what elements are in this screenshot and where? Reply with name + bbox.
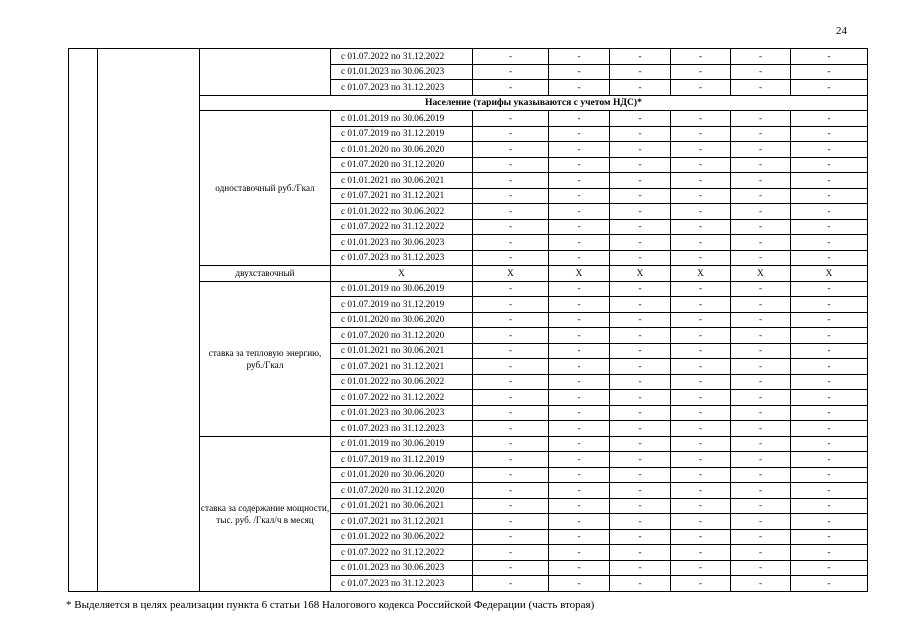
value-cell: - — [791, 359, 868, 375]
value-cell: - — [791, 64, 868, 80]
period-cell: с 01.01.2022 по 30.06.2022 — [331, 529, 473, 545]
value-cell: - — [731, 343, 791, 359]
value-cell: - — [671, 297, 731, 313]
page-number: 24 — [836, 25, 847, 37]
value-cell: - — [671, 235, 731, 251]
period-cell: с 01.01.2023 по 30.06.2023 — [331, 64, 473, 80]
value-cell: - — [610, 312, 671, 328]
value-cell: - — [549, 467, 610, 483]
value-cell: - — [610, 188, 671, 204]
period-cell: с 01.07.2020 по 31.12.2020 — [331, 328, 473, 344]
value-cell: - — [731, 173, 791, 189]
value-cell: - — [671, 126, 731, 142]
value-cell: - — [549, 576, 610, 592]
value-cell: - — [791, 250, 868, 266]
period-cell: с 01.01.2020 по 30.06.2020 — [331, 142, 473, 158]
value-cell: - — [671, 359, 731, 375]
value-cell: - — [671, 219, 731, 235]
value-cell: - — [473, 545, 549, 561]
value-cell: - — [731, 157, 791, 173]
value-cell: - — [791, 405, 868, 421]
value-cell: - — [473, 328, 549, 344]
value-cell: - — [671, 576, 731, 592]
category-column-cell — [98, 49, 200, 592]
value-cell: - — [549, 49, 610, 65]
period-cell: с 01.07.2021 по 31.12.2021 — [331, 188, 473, 204]
period-cell: с 01.01.2022 по 30.06.2022 — [331, 204, 473, 220]
value-cell: - — [791, 576, 868, 592]
value-cell: - — [473, 498, 549, 514]
value-cell: - — [549, 157, 610, 173]
value-cell: - — [671, 64, 731, 80]
value-cell: - — [731, 529, 791, 545]
value-cell: - — [610, 560, 671, 576]
value-cell: - — [473, 576, 549, 592]
value-cell: - — [549, 545, 610, 561]
value-cell: - — [791, 312, 868, 328]
value-cell: - — [671, 514, 731, 530]
value-cell: - — [731, 64, 791, 80]
period-cell: с 01.07.2023 по 31.12.2023 — [331, 80, 473, 96]
value-cell: - — [731, 281, 791, 297]
value-cell: - — [610, 390, 671, 406]
value-cell: - — [791, 80, 868, 96]
value-cell: - — [671, 436, 731, 452]
value-cell: - — [473, 390, 549, 406]
value-cell: - — [731, 436, 791, 452]
period-cell: с 01.01.2023 по 30.06.2023 — [331, 560, 473, 576]
period-cell: с 01.01.2023 по 30.06.2023 — [331, 235, 473, 251]
value-cell: - — [473, 173, 549, 189]
value-cell: - — [791, 126, 868, 142]
value-cell: - — [610, 359, 671, 375]
value-cell: - — [731, 560, 791, 576]
value-cell: - — [610, 374, 671, 390]
value-cell: - — [549, 204, 610, 220]
value-cell: - — [549, 328, 610, 344]
value-cell: - — [549, 64, 610, 80]
value-cell: - — [473, 452, 549, 468]
value-cell: - — [731, 359, 791, 375]
period-cell: с 01.07.2022 по 31.12.2022 — [331, 545, 473, 561]
value-cell: - — [731, 219, 791, 235]
period-cell: с 01.07.2019 по 31.12.2019 — [331, 452, 473, 468]
value-cell: - — [610, 142, 671, 158]
period-cell: с 01.07.2021 по 31.12.2021 — [331, 359, 473, 375]
value-cell: - — [671, 343, 731, 359]
value-cell: - — [791, 560, 868, 576]
value-cell: - — [610, 514, 671, 530]
value-cell: - — [791, 219, 868, 235]
period-cell: с 01.01.2019 по 30.06.2019 — [331, 281, 473, 297]
period-cell: с 01.01.2021 по 30.06.2021 — [331, 343, 473, 359]
period-cell: с 01.01.2019 по 30.06.2019 — [331, 436, 473, 452]
tariff-table-body — [69, 49, 868, 592]
value-cell: - — [791, 297, 868, 313]
value-cell: - — [671, 529, 731, 545]
value-cell: - — [473, 483, 549, 499]
value-cell: - — [473, 529, 549, 545]
value-cell: - — [791, 452, 868, 468]
value-cell: - — [549, 343, 610, 359]
value-cell: - — [473, 467, 549, 483]
value-cell: - — [549, 188, 610, 204]
value-cell: - — [473, 235, 549, 251]
period-cell: с 01.07.2022 по 31.12.2022 — [331, 49, 473, 65]
value-cell: - — [731, 405, 791, 421]
value-cell: - — [731, 328, 791, 344]
value-cell: - — [671, 405, 731, 421]
footnote: * Выделяется в целях реализации пункта 6 статьи 168 Налогового кодекса Российской Федерации (часть вторая) — [66, 599, 595, 611]
value-cell: X — [731, 266, 791, 282]
period-cell: с 01.07.2022 по 31.12.2022 — [331, 219, 473, 235]
period-cell: с 01.07.2019 по 31.12.2019 — [331, 297, 473, 313]
value-cell: - — [791, 436, 868, 452]
value-cell: - — [549, 498, 610, 514]
rate-type-label: ставка за содержание мощности, тыс. руб. /Гкал/ч в месяц — [200, 436, 331, 591]
period-cell: с 01.07.2023 по 31.12.2023 — [331, 576, 473, 592]
value-cell: - — [671, 157, 731, 173]
value-cell: - — [731, 514, 791, 530]
value-cell: X — [671, 266, 731, 282]
value-cell: - — [791, 343, 868, 359]
value-cell: - — [731, 297, 791, 313]
value-cell: - — [473, 142, 549, 158]
period-cell: с 01.07.2023 по 31.12.2023 — [331, 250, 473, 266]
value-cell: - — [473, 111, 549, 127]
value-cell: - — [731, 421, 791, 437]
value-cell: - — [473, 359, 549, 375]
value-cell: - — [731, 80, 791, 96]
value-cell: - — [671, 111, 731, 127]
value-cell: - — [549, 142, 610, 158]
period-cell: с 01.07.2022 по 31.12.2022 — [331, 390, 473, 406]
period-cell: с 01.01.2022 по 30.06.2022 — [331, 374, 473, 390]
value-cell: - — [549, 173, 610, 189]
value-cell: - — [473, 343, 549, 359]
period-cell: с 01.07.2020 по 31.12.2020 — [331, 157, 473, 173]
period-cell: с 01.01.2019 по 30.06.2019 — [331, 111, 473, 127]
period-cell: с 01.07.2021 по 31.12.2021 — [331, 514, 473, 530]
value-cell: - — [610, 219, 671, 235]
value-cell: - — [671, 142, 731, 158]
value-cell: - — [731, 545, 791, 561]
value-cell: X — [791, 266, 868, 282]
value-cell: X — [473, 266, 549, 282]
value-cell: - — [473, 157, 549, 173]
value-cell: - — [671, 498, 731, 514]
index-column-cell — [69, 49, 98, 592]
value-cell: - — [731, 576, 791, 592]
period-cell: с 01.01.2020 по 30.06.2020 — [331, 467, 473, 483]
value-cell: - — [610, 157, 671, 173]
value-cell: - — [610, 436, 671, 452]
value-cell: - — [731, 49, 791, 65]
value-cell: - — [610, 421, 671, 437]
value-cell: - — [791, 235, 868, 251]
value-cell: - — [473, 80, 549, 96]
value-cell: - — [610, 281, 671, 297]
value-cell: - — [473, 297, 549, 313]
value-cell: - — [791, 188, 868, 204]
period-cell: с 01.01.2021 по 30.06.2021 — [331, 173, 473, 189]
value-cell: - — [610, 498, 671, 514]
value-cell: - — [791, 142, 868, 158]
value-cell: - — [549, 80, 610, 96]
value-cell: - — [791, 529, 868, 545]
value-cell: - — [791, 157, 868, 173]
value-cell: - — [791, 483, 868, 499]
value-cell: - — [731, 111, 791, 127]
value-cell: - — [610, 111, 671, 127]
value-cell: - — [610, 297, 671, 313]
value-cell: - — [731, 204, 791, 220]
period-cell: с 01.01.2020 по 30.06.2020 — [331, 312, 473, 328]
value-cell: - — [549, 111, 610, 127]
value-cell: - — [549, 374, 610, 390]
value-cell: - — [473, 560, 549, 576]
value-cell: - — [473, 514, 549, 530]
value-cell: - — [610, 576, 671, 592]
rate-type-label: одноставочный руб./Гкал — [200, 111, 331, 266]
value-cell: - — [473, 64, 549, 80]
value-cell: - — [610, 545, 671, 561]
value-cell: - — [671, 545, 731, 561]
rate-type-cell — [200, 49, 331, 96]
value-cell: - — [610, 452, 671, 468]
value-cell: X — [549, 266, 610, 282]
value-cell: - — [791, 545, 868, 561]
value-cell: - — [473, 126, 549, 142]
value-cell: - — [671, 328, 731, 344]
value-cell: - — [610, 328, 671, 344]
value-cell: - — [473, 281, 549, 297]
value-cell: - — [671, 188, 731, 204]
value-cell: - — [731, 390, 791, 406]
value-cell: - — [671, 49, 731, 65]
value-cell: - — [731, 235, 791, 251]
value-cell: - — [549, 281, 610, 297]
value-cell: - — [549, 297, 610, 313]
value-cell: - — [731, 188, 791, 204]
value-cell: - — [671, 281, 731, 297]
period-cell: с 01.07.2020 по 31.12.2020 — [331, 483, 473, 499]
value-cell: - — [791, 173, 868, 189]
value-cell: - — [791, 204, 868, 220]
value-cell: - — [549, 250, 610, 266]
value-cell: - — [610, 64, 671, 80]
value-cell: - — [610, 126, 671, 142]
rate-type-label: ставка за тепловую энергию, руб./Гкал — [200, 281, 331, 436]
value-cell: - — [473, 374, 549, 390]
value-cell: - — [671, 390, 731, 406]
value-cell: - — [610, 49, 671, 65]
value-cell: - — [731, 452, 791, 468]
value-cell: - — [549, 235, 610, 251]
value-cell: - — [473, 405, 549, 421]
value-cell: - — [731, 467, 791, 483]
rate-type-label: двухставочный — [200, 266, 331, 282]
period-cell: с 01.01.2023 по 30.06.2023 — [331, 405, 473, 421]
value-cell: - — [549, 312, 610, 328]
x-mark-cell: X — [331, 266, 473, 282]
value-cell: - — [473, 49, 549, 65]
value-cell: - — [671, 374, 731, 390]
value-cell: - — [610, 483, 671, 499]
value-cell: - — [549, 514, 610, 530]
value-cell: - — [610, 250, 671, 266]
value-cell: - — [610, 204, 671, 220]
value-cell: - — [549, 421, 610, 437]
value-cell: - — [791, 49, 868, 65]
value-cell: - — [671, 173, 731, 189]
value-cell: - — [473, 436, 549, 452]
value-cell: - — [610, 173, 671, 189]
value-cell: - — [791, 328, 868, 344]
period-cell: с 01.07.2019 по 31.12.2019 — [331, 126, 473, 142]
value-cell: - — [610, 529, 671, 545]
value-cell: - — [473, 188, 549, 204]
value-cell: - — [549, 219, 610, 235]
value-cell: - — [610, 467, 671, 483]
value-cell: - — [791, 467, 868, 483]
value-cell: - — [549, 483, 610, 499]
value-cell: - — [549, 436, 610, 452]
value-cell: - — [731, 142, 791, 158]
value-cell: - — [549, 560, 610, 576]
value-cell: - — [671, 452, 731, 468]
value-cell: - — [671, 204, 731, 220]
value-cell: - — [671, 560, 731, 576]
value-cell: - — [731, 498, 791, 514]
value-cell: - — [549, 390, 610, 406]
value-cell: - — [473, 421, 549, 437]
value-cell: - — [791, 421, 868, 437]
value-cell: - — [473, 312, 549, 328]
value-cell: - — [671, 312, 731, 328]
value-cell: - — [731, 483, 791, 499]
value-cell: - — [791, 390, 868, 406]
value-cell: - — [473, 250, 549, 266]
period-cell: с 01.07.2023 по 31.12.2023 — [331, 421, 473, 437]
value-cell: - — [549, 405, 610, 421]
value-cell: - — [731, 374, 791, 390]
value-cell: - — [610, 235, 671, 251]
value-cell: - — [791, 374, 868, 390]
value-cell: - — [791, 281, 868, 297]
section-header: Население (тарифы указываются с учетом НДС)* — [200, 95, 868, 111]
value-cell: - — [610, 343, 671, 359]
value-cell: - — [610, 80, 671, 96]
value-cell: - — [473, 204, 549, 220]
value-cell: - — [671, 250, 731, 266]
value-cell: - — [791, 514, 868, 530]
value-cell: - — [549, 359, 610, 375]
value-cell: X — [610, 266, 671, 282]
value-cell: - — [549, 452, 610, 468]
value-cell: - — [610, 405, 671, 421]
table-row — [69, 49, 868, 65]
value-cell: - — [671, 467, 731, 483]
period-cell: с 01.01.2021 по 30.06.2021 — [331, 498, 473, 514]
value-cell: - — [791, 498, 868, 514]
value-cell: - — [731, 250, 791, 266]
value-cell: - — [549, 126, 610, 142]
value-cell: - — [671, 80, 731, 96]
value-cell: - — [731, 312, 791, 328]
value-cell: - — [671, 483, 731, 499]
tariff-table — [68, 48, 868, 592]
value-cell: - — [549, 529, 610, 545]
value-cell: - — [791, 111, 868, 127]
value-cell: - — [671, 421, 731, 437]
value-cell: - — [731, 126, 791, 142]
value-cell: - — [473, 219, 549, 235]
